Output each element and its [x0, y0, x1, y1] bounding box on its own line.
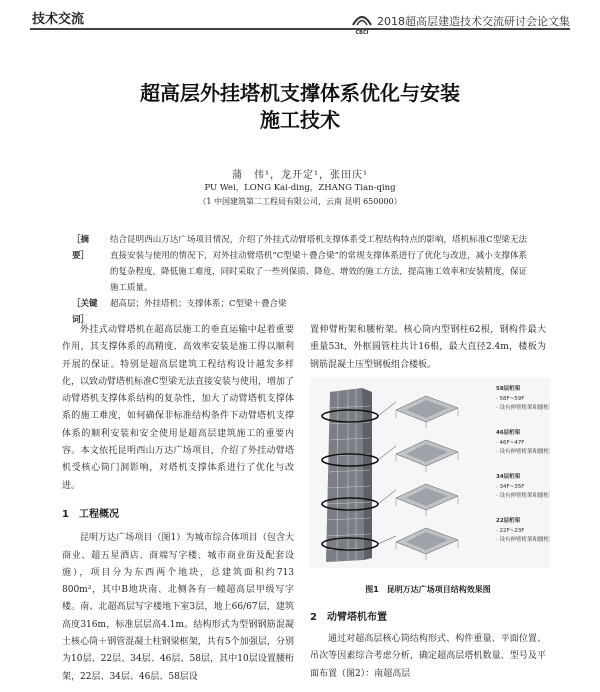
right-column [310, 322, 546, 374]
authors-en: PU Wei，LONG Kai-ding，ZHANG Tian-qing [204, 183, 396, 193]
section-label: 技术交流 [32, 12, 85, 27]
section-2 [310, 608, 546, 683]
abstract-label: ［摘 要］ [72, 235, 98, 261]
left-column [62, 322, 294, 686]
panel-floors-22: · 22F~23F [496, 528, 525, 534]
tower-render [322, 388, 378, 562]
structure-render-image [310, 378, 550, 568]
panel-note-34: · 设有伸臂桁架和腰桁架 [496, 493, 550, 499]
paper-title [0, 80, 600, 134]
title-line-1: 超高层外挂塔机支撑体系优化与安装 [140, 81, 460, 105]
right-top-paragraph: 置伸臂桁架和腰桁架。核心筒内型钢柱62根，钢构件最大重量53t，外框圆管柱共计16根，最大直径2.4m，楼板为钢筋混凝土压型钢板组合楼板。 [310, 325, 546, 370]
section-2-paragraph: 通过对超高层核心筒结构形式、构件重量、平面位置、吊次等因素综合考虑分析，确定超高层塔机数量、型号及平面布置（图2）：南超高层 [310, 634, 546, 679]
abstract-text: 结合昆明西山万达广场项目情况，介绍了外挂式动臂塔机支撑体系受工程结构特点的影响，塔机标准C型梁无法直接安装与使用的情况下，对外挂动臂塔机“C型梁＋叠合梁”的常规支撑体系进行了优化与改进，减小支撑体系的复杂程度，降低施工难度，同时采取了一些列保质、降危、增效的施工方法，提高施工效率和安装精度，保证施工质量。 [110, 235, 527, 293]
panel-note-58: · 设有伸臂桁架和腰桁架 [496, 405, 550, 411]
affiliation: （1 中国建筑第二工程局有限公司，云南 昆明 650000） [198, 197, 402, 206]
logo-text: CBCI [355, 30, 369, 36]
panel-title-34: 34层桁架 [496, 474, 521, 480]
section-2-heading: 2 动臂塔机布置 [310, 612, 387, 623]
panel-title-58: 58层桁架 [496, 386, 521, 392]
figure-1 [310, 378, 550, 568]
title-line-2: 施工技术 [260, 108, 340, 132]
intro-paragraph: 外挂式动臂塔机在超高层施工的垂直运输中起着重要作用，其支撑体系的高精度、高效率安装是施工得以顺利开展的保证。特别是超高层建筑工程结构设计越发多样化，以致动臂塔机标准C型梁无法直接安装与使用，增加了动臂塔机支撑体系结构的复杂性，加大了动臂塔机支撑体系的施工难度，如何确保非标准结构条件下动臂塔机支撑体系的顺利安装和安全使用是超高层建筑施工的重要内容。本文依托昆明西山万达广场项目，介绍了外挂动臂塔机受核心筒门洞影响，对塔机支撑体系进行了优化与改进。 [62, 325, 294, 491]
panel-note-22: · 设有伸臂桁架和腰桁架 [496, 537, 550, 543]
panel-title-46: 46层桁架 [496, 430, 521, 436]
abstract-block [72, 232, 527, 328]
panel-floors-58: · 58F~59F [496, 396, 525, 402]
keywords-label: ［关键词］ [72, 299, 98, 325]
panel-title-22: 22层桁架 [496, 518, 521, 524]
panel-floors-46: · 46F~47F [496, 440, 525, 446]
section-1-paragraph: 昆明万达广场项目（图1）为城市综合体项目（包含大商业、超五星酒店、商端写字楼、城市商业街及配套设施），项目分为东西两个地块，总建筑面积约713 800m²，其中B地块南、北侧各有一幢超高层甲级写字楼。南、北超高层写字楼地下室3层，地上66/67层，建筑高度316m，标准层层高4.1m。结构形式为型钢钢筋混凝土核心筒＋钢管混凝土柱钢梁框架，共有5个加强层，分别为10层、22层、34层、46层、58层，其中10层设置腰桁架，22层、34层、46层、58层设 [62, 533, 294, 682]
panel-floors-34: · 34F~35F [496, 484, 525, 490]
figure-1-caption: 图1 昆明万达广场项目结构效果图 [365, 585, 491, 594]
authors-cn: 蒲 伟¹，龙开定¹，张田庆¹ [231, 170, 369, 181]
panel-note-46: · 设有伸臂桁架和腰桁架 [496, 449, 550, 455]
keywords-text: 超高层；外挂塔机；支撑体系；C型梁＋叠合梁 [110, 299, 287, 309]
conference-title: 2018超高层建造技术交流研讨会论文集 [377, 15, 570, 28]
header-rule [30, 28, 570, 30]
section-1-heading: 1 工程概况 [62, 508, 119, 520]
